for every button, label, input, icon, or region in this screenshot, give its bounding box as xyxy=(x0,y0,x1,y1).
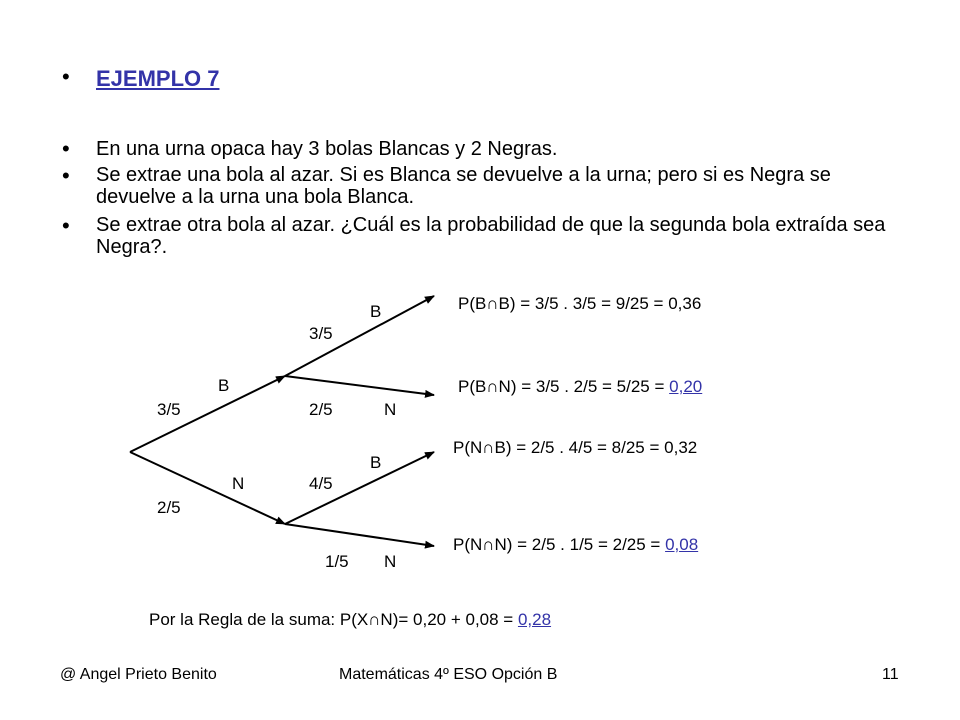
sum-rule xyxy=(149,610,551,630)
title-bullet: • xyxy=(62,64,70,89)
prob-BN: 2/5 xyxy=(309,400,333,419)
page-title: EJEMPLO 7 xyxy=(96,66,220,91)
branch-BN xyxy=(285,376,434,395)
branch-BB xyxy=(285,296,434,376)
equation-NN-text: P(N∩N) = 2/5 . 1/5 = 2/25 = xyxy=(453,535,666,554)
footer-author: @ Angel Prieto Benito xyxy=(60,666,217,683)
equation-BB-text: P(B∩B) = 3/5 . 3/5 = 9/25 = 0,36 xyxy=(458,294,702,313)
label-BB: B xyxy=(370,302,382,321)
statement-1: En una urna opaca hay 3 bolas Blancas y 2 Negras. xyxy=(96,138,558,160)
equation-BN-text: P(B∩N) = 3/5 . 2/5 = 5/25 = xyxy=(458,377,670,396)
prob-first-B: 3/5 xyxy=(157,400,181,419)
prob-first-N: 2/5 xyxy=(157,498,181,517)
label-NB: B xyxy=(370,453,382,472)
branch-NB xyxy=(285,452,434,524)
branch-first-B xyxy=(130,376,285,452)
bullet-marker: • xyxy=(62,136,70,161)
branch-NN xyxy=(285,524,434,546)
equation-NN xyxy=(453,535,698,555)
equation-BN xyxy=(458,377,702,397)
label-BN: N xyxy=(384,400,397,419)
statement-3: Se extrae otra bola al azar. ¿Cuál es la probabilidad de que la segunda bola extraída sea Negra?. xyxy=(96,214,886,258)
equation-NB xyxy=(453,438,697,458)
result-NN: 0,08 xyxy=(665,535,699,554)
sum-rule-text: Por la Regla de la suma: P(X∩N)= 0,20 + 0,08 = xyxy=(149,610,518,629)
statement-2: Se extrae una bola al azar. Si es Blanca se devuelve a la urna; pero si es Negra se devuelve a la urna una bola Blanca. xyxy=(96,164,831,208)
bullet-marker: • xyxy=(62,213,70,238)
prob-NN: 1/5 xyxy=(325,552,349,571)
footer-page-number: 11 xyxy=(882,666,899,683)
equation-BB xyxy=(458,294,701,314)
label-first-B: B xyxy=(218,376,230,395)
footer-course: Matemáticas 4º ESO Opción B xyxy=(339,666,558,683)
bullet-marker: • xyxy=(62,163,70,188)
equation-NB-text: P(N∩B) = 2/5 . 4/5 = 8/25 = 0,32 xyxy=(453,438,698,457)
prob-NB: 4/5 xyxy=(309,474,333,493)
branch-first-N xyxy=(130,452,285,524)
result-BN: 0,20 xyxy=(669,377,703,396)
sum-rule-result: 0,28 xyxy=(517,610,552,629)
prob-BB: 3/5 xyxy=(309,324,333,343)
label-NN: N xyxy=(384,552,397,571)
label-first-N: N xyxy=(232,474,245,493)
